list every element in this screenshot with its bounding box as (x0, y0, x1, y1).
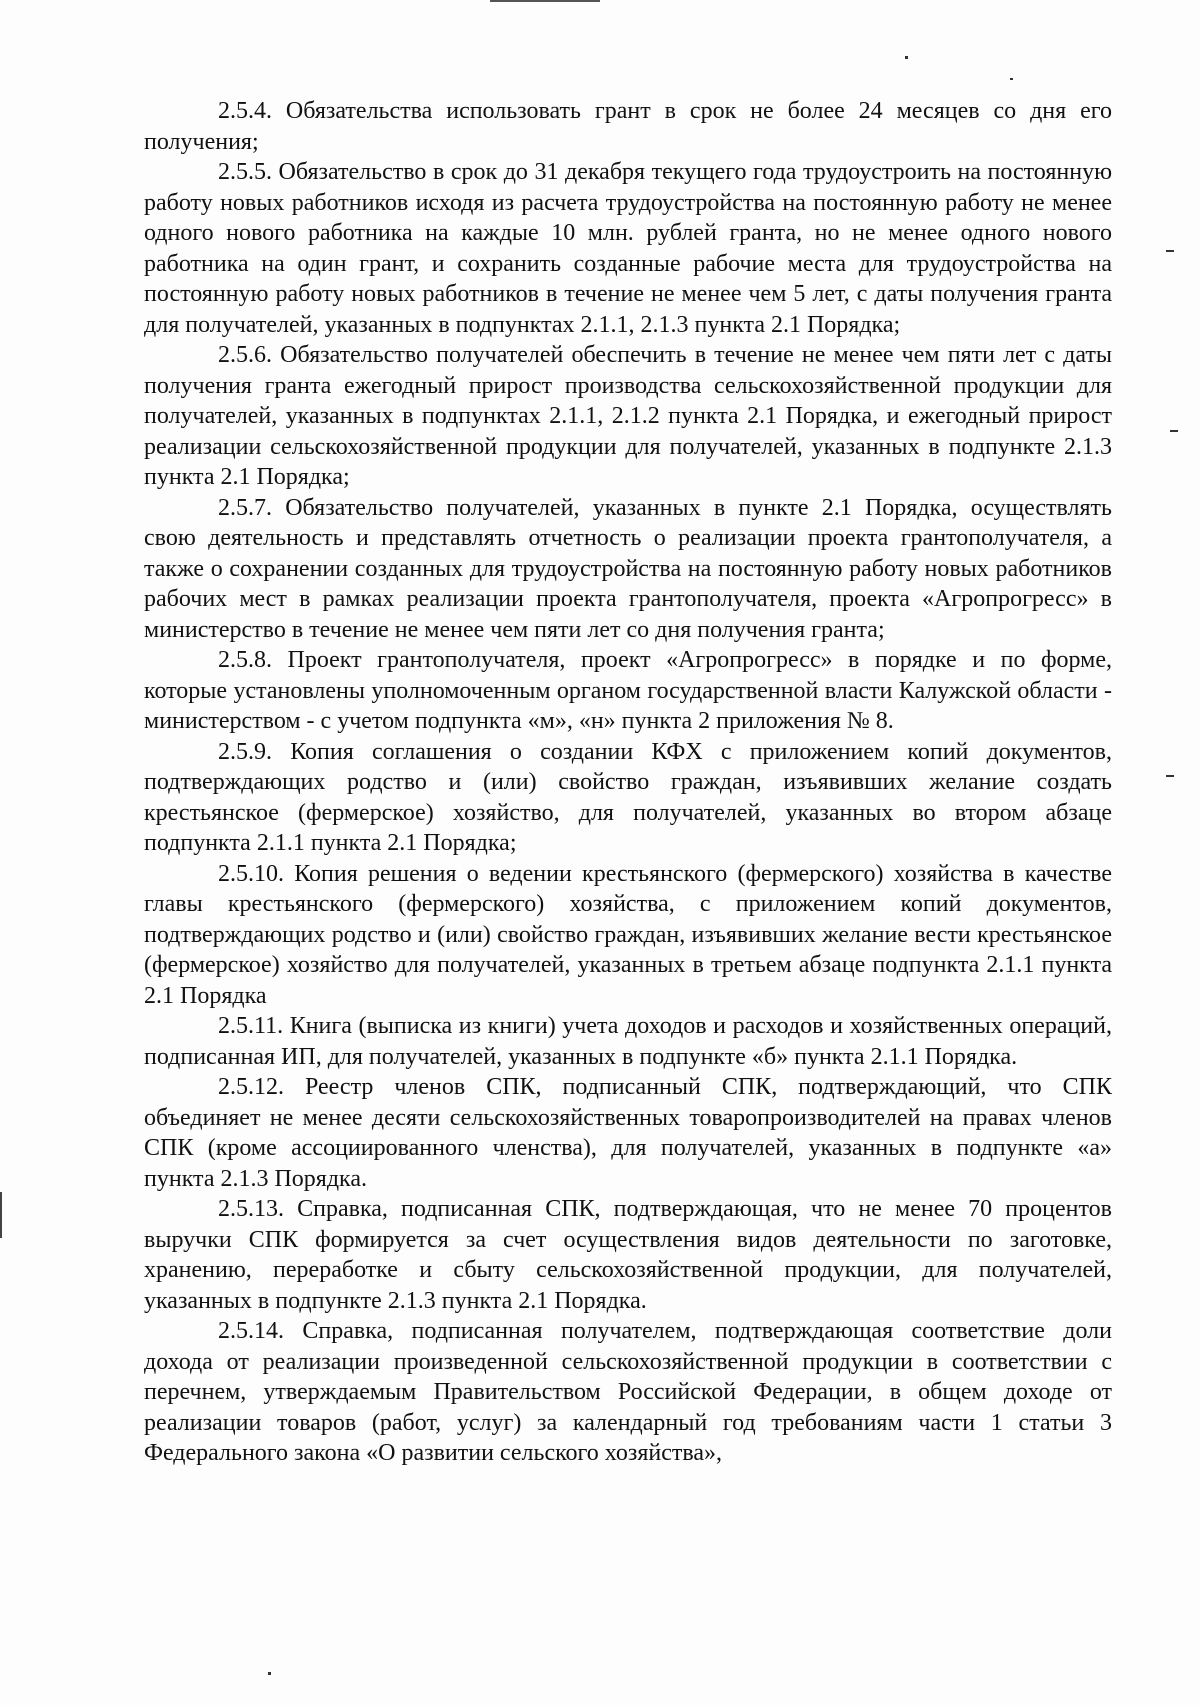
paragraph-2-5-13: 2.5.13. Справка, подписанная СПК, подтверждающая, что не менее 70 процентов выручки СПК формируется за счет осуществления видов деятельности по заготовке, хранению, переработке и сбыту сельскохозяйственной продукции, для получателей, указанных в подпункте 2.1.3 пункта 2.1 Порядка. (144, 1196, 1112, 1314)
scan-margin-mark (0, 1192, 2, 1238)
paragraph-2-5-4: 2.5.4. Обязательства использовать грант в срок не более 24 месяцев со дня его получения; (144, 98, 1112, 155)
paragraph-2-5-12: 2.5.12. Реестр членов СПК, подписанный СПК, подтверждающий, что СПК объединяет не менее десяти сельскохозяйственных товаропроизводителей на правах членов СПК (кроме ассоциированного членства), для получателей, указанных в подпункте «а» пункта 2.1.3 Порядка. (144, 1074, 1112, 1192)
paragraph-2-5-11: 2.5.11. Книга (выписка из книги) учета доходов и расходов и хозяйственных операций, подписанная ИП, для получателей, указанных в подпункте «б» пункта 2.1.1 Порядка. (144, 1013, 1112, 1070)
scan-top-mark (490, 0, 600, 2)
document-body (144, 96, 1112, 1469)
paragraph-2-5-14: 2.5.14. Справка, подписанная получателем, подтверждающая соответствие доли дохода от реализации произведенной сельскохозяйственной продукции в соответствии с перечнем, утверждаемым Правительством Российской Федерации, в общем доходе от реализации товаров (работ, услуг) за календарный год требованиям части 1 статьи 3 Федерального закона «О развитии сельского хозяйства», (144, 1318, 1112, 1466)
paragraph-2-5-8: 2.5.8. Проект грантополучателя, проект «Агропрогресс» в порядке и по форме, которые установлены уполномоченным органом государственной власти Калужской области - министерством - с учетом подпункта «м», «н» пункта 2 приложения № 8. (144, 647, 1112, 734)
paragraph-2-5-7: 2.5.7. Обязательство получателей, указанных в пункте 2.1 Порядка, осуществлять свою деятельность и представлять отчетность о реализации проекта грантополучателя, а также о сохранении созданных для трудоустройства на постоянную работу новых работников рабочих мест в рамках реализации проекта грантополучателя, проекта «Агропрогресс» в министерство в течение не менее чем пяти лет со дня получения гранта; (144, 494, 1112, 643)
paragraph-2-5-10: 2.5.10. Копия решения о ведении крестьянского (фермерского) хозяйства в качестве главы крестьянского (фермерского) хозяйства, с приложением копий документов, подтверждающих родство и (или) свойство граждан, изъявивших желание вести крестьянское (фермерское) хозяйство для получателей, указанных в третьем абзаце подпункта 2.1.1 пункта 2.1 Порядка (144, 860, 1112, 1009)
scan-speck (268, 1672, 271, 1675)
scan-speck (905, 56, 908, 59)
paragraph-2-5-6: 2.5.6. Обязательство получателей обеспечить в течение не менее чем пяти лет с даты получения гранта ежегодный прирост производства сельскохозяйственной продукции для получателей, указанных в подпунктах 2.1.1, 2.1.2 пункта 2.1 Порядка, и ежегодный прирост реализации сельскохозяйственной продукции для получателей, указанных в подпункте 2.1.3 пункта 2.1 Порядка; (144, 342, 1112, 490)
scan-speck (1010, 78, 1013, 80)
paragraph-2-5-5: 2.5.5. Обязательство в срок до 31 декабря текущего года трудоустроить на постоянную работу новых работников исходя из расчета трудоустройства на постоянную работу не менее одного нового работника на каждые 10 млн. рублей гранта, но не менее одного нового работника на один грант, и сохранить созданные рабочие места для трудоустройства на постоянную работу новых работников в течение не менее чем 5 лет, с даты получения гранта для получателей, указанных в подпунктах 2.1.1, 2.1.3 пункта 2.1 Порядка; (144, 159, 1112, 338)
paragraph-2-5-9: 2.5.9. Копия соглашения о создании КФХ с приложением копий документов, подтверждающих родство и (или) свойство граждан, изъявивших желание создать крестьянское (фермерское) хозяйство, для получателей, указанных во втором абзаце подпункта 2.1.1 пункта 2.1 Порядка; (144, 738, 1112, 856)
scan-speck (1170, 430, 1178, 432)
scan-speck (1166, 775, 1174, 777)
scan-speck (1166, 250, 1174, 252)
